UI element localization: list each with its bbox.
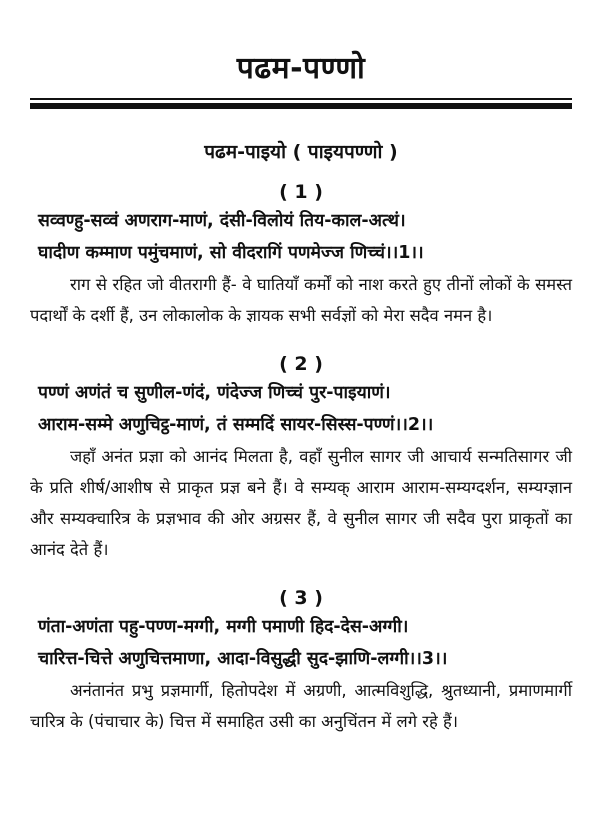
section-subtitle: पढम-पाइयो ( पाइयपण्णो ) bbox=[204, 141, 398, 163]
verse-line: चारित्त-चित्ते अणुचित्तमाणा, आदा-विसुद्धी सुद-झाणि-लग्गी।।3।। bbox=[38, 649, 448, 669]
title-rule-thin bbox=[30, 98, 572, 100]
verse-line: णंता-अणंता पहु-पण्ण-मग्गी, मग्गी पमाणी हिद-देस-अग्गी। bbox=[38, 617, 409, 637]
verse-line: पण्णं अणंतं च सुणील-णंदं, णंदेज्ज णिच्चं पुर-पाइयाणं। bbox=[38, 383, 391, 403]
verse-line: सव्वण्हु-सव्वं अणराग-माणं, दंसी-विलोयं तिय-काल-अत्थं। bbox=[38, 211, 406, 231]
commentary-paragraph: अनंतानंत प्रभु प्रज्ञमार्गी, हितोपदेश में अग्रणी, आत्मविशुद्धि, श्रुतध्यानी, प्रमाणमार्गी चारित्र के (पंचाचार के) चित्त में समाहित उसी का अनुचिंतन में लगे रहे हैं। bbox=[30, 681, 572, 731]
verse-line: घादीण कम्माण पमुंचमाणं, सो वीदरागिं पणमेज्ज णिच्चं।।1।। bbox=[38, 243, 424, 263]
verse-number: ( 3 ) bbox=[279, 587, 323, 609]
verse-line: आराम-सम्मे अणुचिट्ठ-माणं, तं सम्मदिं सायर-सिस्स-पण्णं।।2।। bbox=[38, 415, 434, 435]
title-rule-thick bbox=[30, 103, 572, 109]
verse-number: ( 2 ) bbox=[279, 353, 323, 375]
commentary-paragraph: जहाँ अनंत प्रज्ञा को आनंद मिलता है, वहाँ सुनील सागर जी आचार्य सन्मतिसागर जी के प्रति शीर्ष/आशीष से प्राकृत प्रज्ञ बने हैं। वे सम्यक् आराम आराम-सम्यग्दर्शन, सम्यग्ज्ञान और सम्यक्चारित्र के प्रज्ञभाव की ओर अग्रसर हैं, वे सुनील सागर जी सदैव पुरा प्राकृतों का आनंद देते हैं। bbox=[30, 447, 572, 559]
page-title: पढम-पण्णो bbox=[236, 51, 366, 86]
commentary-paragraph: राग से रहित जो वीतरागी हैं- वे घातियाँ कर्मों को नाश करते हुए तीनों लोकों के समस्त पदार्थों के दर्शी हैं, उन लोकालोक के ज्ञायक सभी सर्वज्ञों को मेरा सदैव नमन है। bbox=[30, 275, 572, 325]
verse-number: ( 1 ) bbox=[279, 181, 323, 203]
